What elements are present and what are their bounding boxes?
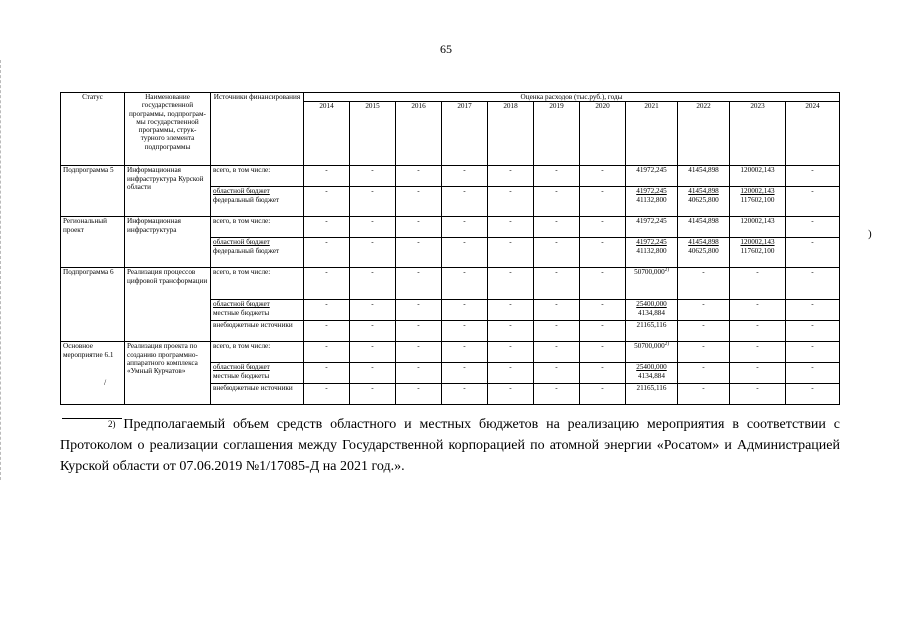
status-cell: Подпрограмма 5	[61, 166, 125, 217]
dash-cell: -	[396, 384, 442, 405]
footnote-text: Предполагаемый объем средств областного и местных бюджетов на реализацию мероприятия в соответствии с Протоколом о реализации соглашения между Государственной корпорацией по атомной энергии «Росатом» и Администрацией Курской области от 07.06.2019 №1/17085-Д на 2021 год.».	[60, 417, 841, 474]
dash-cell: -	[396, 166, 442, 187]
dash-cell: -	[350, 268, 396, 300]
col-estimate-header: Оценка расходов (тыс.руб.), годы	[304, 93, 840, 102]
dash-cell: -	[580, 384, 626, 405]
dash-cell: -	[534, 363, 580, 384]
source-cell: всего, в том числе:	[211, 342, 304, 363]
dash-cell: -	[396, 217, 442, 238]
dash-cell: -	[396, 342, 442, 363]
dash-cell: -	[534, 238, 580, 268]
value-regional: 41454,898	[688, 238, 719, 247]
name-cell: Информационная инфраструктура	[125, 217, 211, 268]
source-cell: всего, в том числе:	[211, 217, 304, 238]
dash-cell: -	[580, 166, 626, 187]
source-cell	[211, 238, 304, 268]
dash-cell: -	[730, 384, 786, 405]
dash-cell: -	[350, 238, 396, 268]
value-regional: 120002,143	[740, 187, 775, 196]
dash-cell: -	[678, 384, 730, 405]
year-header: 2014	[304, 102, 350, 166]
dash-cell: -	[304, 342, 350, 363]
dash-cell: -	[678, 268, 730, 300]
dash-cell: -	[488, 342, 534, 363]
dash-cell: -	[488, 238, 534, 268]
dash-cell: -	[786, 238, 840, 268]
status-cell: Основное мероприятие 6.1	[61, 342, 125, 405]
year-header: 2015	[350, 102, 396, 166]
table-row	[61, 268, 840, 300]
dash-cell: -	[442, 238, 488, 268]
value-regional: 41972,245	[636, 238, 667, 247]
dash-cell: -	[350, 166, 396, 187]
dash-cell: -	[442, 217, 488, 238]
dash-cell: -	[488, 268, 534, 300]
value-federal: 41132,800	[636, 246, 667, 255]
dash-cell: -	[304, 300, 350, 321]
value-cell: 41972,245	[626, 217, 678, 238]
value-cell	[626, 300, 678, 321]
dash-cell: -	[396, 187, 442, 217]
dash-cell: -	[442, 268, 488, 300]
year-header: 2022	[678, 102, 730, 166]
col-name-header: Наименование государственной программы, подпрограм-мы государственной программы, струк-турного элемента подпрограммы	[125, 93, 211, 166]
dash-cell: -	[786, 268, 840, 300]
source-cell	[211, 300, 304, 321]
dash-cell: -	[786, 166, 840, 187]
dash-cell: -	[580, 217, 626, 238]
year-header: 2018	[488, 102, 534, 166]
value-cell	[678, 187, 730, 217]
dash-cell: -	[678, 363, 730, 384]
source-federal: федеральный бюджет	[213, 195, 280, 204]
source-cell: внебюджетные источники	[211, 321, 304, 342]
header-row-1	[61, 93, 840, 102]
page-number: 65	[440, 42, 452, 56]
dash-cell: -	[304, 187, 350, 217]
dash-cell: -	[730, 321, 786, 342]
year-header: 2024	[786, 102, 840, 166]
value-federal: 117602,100	[740, 246, 775, 255]
dash-cell: -	[580, 300, 626, 321]
dash-cell: -	[488, 300, 534, 321]
dash-cell: -	[534, 321, 580, 342]
dash-cell: -	[350, 384, 396, 405]
dash-cell: -	[580, 363, 626, 384]
dash-cell: -	[730, 300, 786, 321]
col-status-header: Статус	[61, 93, 125, 166]
value-cell	[626, 268, 678, 300]
dash-cell: -	[488, 321, 534, 342]
dash-cell: -	[304, 166, 350, 187]
year-header: 2017	[442, 102, 488, 166]
value-local: 4134,884	[638, 371, 665, 380]
dash-cell: -	[730, 363, 786, 384]
dash-cell: -	[580, 238, 626, 268]
margin-bracket-mark: )	[868, 228, 872, 240]
dash-cell: -	[580, 187, 626, 217]
dash-cell: -	[350, 217, 396, 238]
dash-cell: -	[580, 268, 626, 300]
dash-cell: -	[488, 217, 534, 238]
source-local: местные бюджеты	[213, 371, 270, 380]
dash-cell: -	[534, 187, 580, 217]
table-row	[61, 166, 840, 187]
value-cell: 21165,116	[626, 321, 678, 342]
dash-cell: -	[396, 268, 442, 300]
table-row	[61, 217, 840, 238]
dash-cell: -	[678, 321, 730, 342]
source-regional: областной бюджет	[213, 300, 270, 309]
dash-cell: -	[534, 384, 580, 405]
dash-cell: -	[350, 187, 396, 217]
dash-cell: -	[304, 268, 350, 300]
dash-cell: -	[304, 217, 350, 238]
source-cell: внебюджетные источники	[211, 384, 304, 405]
dash-cell: -	[396, 300, 442, 321]
source-regional: областной бюджет	[213, 187, 270, 196]
value-federal: 41132,800	[636, 195, 667, 204]
budget-table	[60, 92, 840, 405]
dash-cell: -	[442, 300, 488, 321]
dash-cell: -	[534, 166, 580, 187]
dash-cell: -	[786, 187, 840, 217]
value-cell: 41454,898	[678, 166, 730, 187]
dash-cell: -	[534, 300, 580, 321]
value-cell: 120002,143	[730, 166, 786, 187]
dash-cell: -	[488, 363, 534, 384]
value-federal: 117602,100	[740, 195, 775, 204]
dash-cell: -	[786, 342, 840, 363]
value-cell	[678, 238, 730, 268]
dash-cell: -	[534, 217, 580, 238]
footnote-ref: 2)	[664, 268, 669, 274]
footnote-mark: 2)	[108, 419, 116, 429]
value-regional: 41972,245	[636, 187, 667, 196]
source-local: местные бюджеты	[213, 308, 270, 317]
value-regional: 41454,898	[688, 187, 719, 196]
value-regional: 120002,143	[740, 238, 775, 247]
footnote-ref: 2)	[664, 342, 669, 348]
dash-cell: -	[396, 363, 442, 384]
dash-cell: -	[350, 300, 396, 321]
scan-edge	[0, 60, 3, 480]
name-cell: Реализация проекта по созданию программно-аппаратного комплекса «Умный Курчатов»	[125, 342, 211, 405]
source-cell: всего, в том числе:	[211, 166, 304, 187]
name-cell: Информационная инфраструктура Курской области	[125, 166, 211, 217]
dash-cell: -	[350, 321, 396, 342]
col-sources-header: Источники финансирования	[211, 93, 304, 166]
dash-cell: -	[786, 363, 840, 384]
dash-cell: -	[304, 384, 350, 405]
value-cell: 120002,143	[730, 217, 786, 238]
year-header: 2021	[626, 102, 678, 166]
dash-cell: -	[534, 268, 580, 300]
value-regional: 25400,000	[636, 363, 667, 372]
dash-cell: -	[488, 187, 534, 217]
source-federal: федеральный бюджет	[213, 246, 280, 255]
value-cell: 21165,116	[626, 384, 678, 405]
source-regional: областной бюджет	[213, 363, 270, 372]
dash-cell: -	[580, 342, 626, 363]
dash-cell: -	[396, 238, 442, 268]
value-cell	[626, 342, 678, 363]
dash-cell: -	[442, 187, 488, 217]
dash-cell: -	[442, 166, 488, 187]
status-cell: Региональный проект	[61, 217, 125, 268]
value-cell: 41454,898	[678, 217, 730, 238]
dash-cell: -	[442, 363, 488, 384]
dash-cell: -	[786, 300, 840, 321]
name-cell: Реализация процессов цифровой трансформации	[125, 268, 211, 342]
value-cell	[626, 187, 678, 217]
scan-tick-mark: /	[104, 378, 107, 387]
table-row	[61, 342, 840, 363]
value-cell	[626, 363, 678, 384]
year-header: 2016	[396, 102, 442, 166]
dash-cell: -	[304, 321, 350, 342]
dash-cell: -	[442, 342, 488, 363]
value-cell: 41972,245	[626, 166, 678, 187]
dash-cell: -	[730, 268, 786, 300]
dash-cell: -	[396, 321, 442, 342]
dash-cell: -	[786, 321, 840, 342]
dash-cell: -	[442, 384, 488, 405]
value-total: 50700,000	[634, 342, 665, 351]
value-local: 4134,884	[638, 308, 665, 317]
value-total: 50700,000	[634, 268, 665, 277]
dash-cell: -	[678, 300, 730, 321]
value-cell	[626, 238, 678, 268]
status-cell: Подпрограмма 6	[61, 268, 125, 342]
year-header: 2019	[534, 102, 580, 166]
dash-cell: -	[534, 342, 580, 363]
year-header: 2023	[730, 102, 786, 166]
dash-cell: -	[730, 342, 786, 363]
dash-cell: -	[488, 166, 534, 187]
source-cell	[211, 363, 304, 384]
dash-cell: -	[304, 238, 350, 268]
dash-cell: -	[442, 321, 488, 342]
source-regional: областной бюджет	[213, 238, 270, 247]
value-regional: 25400,000	[636, 300, 667, 309]
value-federal: 40625,800	[688, 195, 719, 204]
dash-cell: -	[350, 363, 396, 384]
source-cell	[211, 187, 304, 217]
dash-cell: -	[678, 342, 730, 363]
dash-cell: -	[580, 321, 626, 342]
source-cell: всего, в том числе:	[211, 268, 304, 300]
dash-cell: -	[488, 384, 534, 405]
dash-cell: -	[350, 342, 396, 363]
footnote	[60, 414, 840, 477]
dash-cell: -	[786, 217, 840, 238]
dash-cell: -	[304, 363, 350, 384]
value-cell	[730, 187, 786, 217]
year-header: 2020	[580, 102, 626, 166]
value-cell	[730, 238, 786, 268]
dash-cell: -	[786, 384, 840, 405]
value-federal: 40625,800	[688, 246, 719, 255]
